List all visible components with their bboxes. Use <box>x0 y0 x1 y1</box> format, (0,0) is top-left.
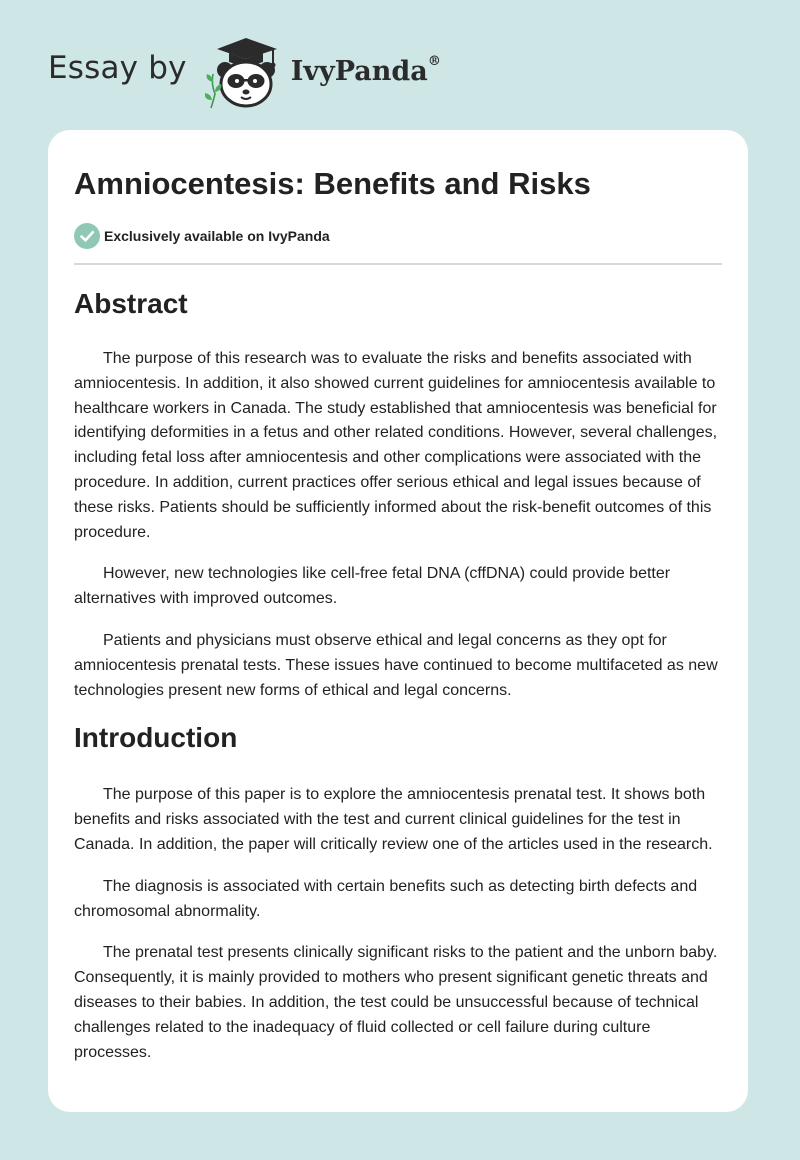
check-circle-icon <box>74 223 100 249</box>
article-card <box>48 130 748 1112</box>
site-header <box>48 34 441 110</box>
brand-name: IvyPanda® <box>290 53 441 87</box>
abstract-heading: Abstract <box>74 288 188 319</box>
paragraph: However, new technologies like cell-free fetal DNA (cffDNA) could provide better alternatives with improved outcomes. <box>74 565 671 608</box>
paragraph: The purpose of this research was to evaluate the risks and benefits associated with amniocentesis. In addition, it also showed current guidelines for amniocentesis available to healthcare workers in Canada. The study established that amniocentesis was beneficial for identifying deformities in a fetus and other related conditions. However, several challenges, including fetal loss after amniocentesis and other complications were associated with the procedure. In addition, current practices offer serious ethical and legal issues because of these risks. Patients should be sufficiently informed about the risk-benefit outcomes of this procedure. <box>74 350 718 541</box>
exclusive-badge <box>74 223 722 249</box>
page-title: Amniocentesis: Benefits and Risks <box>74 166 591 201</box>
abstract-section <box>74 287 722 703</box>
paragraph: Patients and physicians must observe ethical and legal concerns as they opt for amniocentesis prenatal tests. These issues have continued to become multifaceted as new technologies present new forms of ethical and legal concerns. <box>74 631 718 699</box>
introduction-section <box>74 721 722 1065</box>
brand-prefix: Essay by <box>48 50 187 86</box>
exclusive-badge-label: Exclusively available on IvyPanda <box>104 228 330 244</box>
panda-logo-icon[interactable] <box>201 34 291 110</box>
paragraph: The prenatal test presents clinically significant risks to the patient and the unborn baby. Consequently, it is mainly provided to mothers who present significant genetic threats and diseases to their babies. In addition, the test could be unsuccessful because of technical challenges related to the inadequacy of fluid collected or cell failure during culture processes. <box>74 944 718 1061</box>
paragraph: The purpose of this paper is to explore the amniocentesis prenatal test. It shows both benefits and risks associated with the test and current clinical guidelines for the test in Canada. In addition, the paper will critically review one of the articles used in the research. <box>74 786 713 853</box>
paragraph: The diagnosis is associated with certain benefits such as detecting birth defects and chromosomal abnormality. <box>74 877 698 920</box>
title-divider <box>74 263 722 265</box>
introduction-heading: Introduction <box>74 722 238 754</box>
